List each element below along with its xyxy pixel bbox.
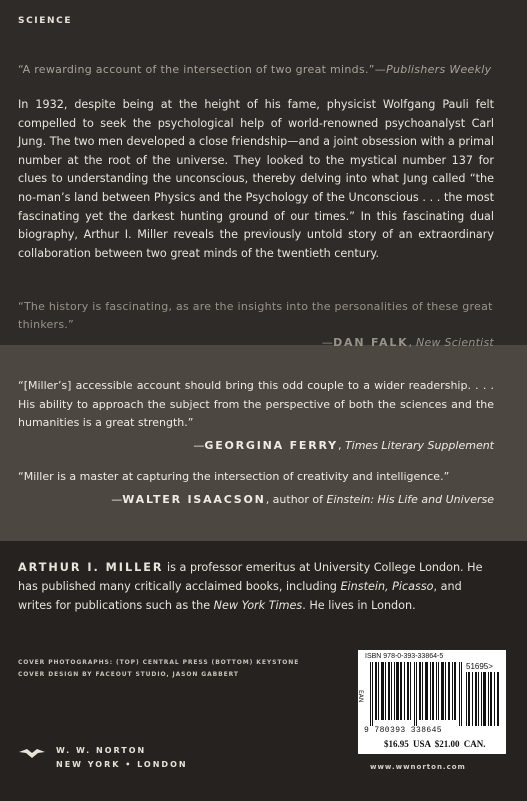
isbn-label: ISBN 978-0-393-33864-5	[365, 653, 444, 660]
separator: ,	[337, 438, 345, 452]
design-credit: COVER DESIGN BY FACEOUT STUDIO, JASON GABBERT	[18, 671, 239, 678]
author-role: , author of	[265, 492, 327, 506]
publisher-line-1: W. W. NORTON	[56, 746, 147, 755]
quote-text: “The history is fascinating, as are the insights into the personalities of these great thinkers.”	[18, 300, 493, 331]
quote-source: Einstein: His Life and Universe	[326, 492, 494, 506]
book-title: Einstein, Picasso	[340, 580, 434, 593]
publisher-name	[56, 744, 188, 772]
price-label: $16.95 USA $21.00 CAN.	[384, 739, 486, 749]
seagull-logo-icon	[18, 746, 46, 762]
ean-label: EAN	[357, 690, 364, 703]
book-description: In 1932, despite being at the height of his fame, physicist Wolfgang Pauli felt compelled to seek the psychological help of world-renowned psychoanalyst Carl Jung. The two men developed a close friendship—and a joint obsession with a primal number at the root of the universe. They looked to the mystical number 137 for clues to understanding the unconscious, thereby delving into what Jung called “the no-man’s land between Physics and the Psychology of the Unconscious . . . the most fascinating yet the darkest hunting ground of our times.” In this fascinating dual biography, Arthur I. Miller reveals the previously untold story of an extraordinary collaboration between two great minds of the twentieth century.	[18, 98, 494, 260]
separator: ,	[408, 336, 417, 349]
price-code: 51695>	[466, 662, 493, 671]
quote-text: “[Miller’s] accessible account should bring this odd couple to a wider readership. . . . His ability to approach the subject from the perspective of both the sciences and the humanities is a great strength.”	[18, 379, 494, 429]
addon-barcode	[466, 672, 500, 726]
publishers-weekly-quote	[18, 63, 498, 76]
quote-author: GEORGINA FERRY	[204, 438, 338, 452]
bio-text: , and writes for publications such as the	[18, 580, 462, 612]
category-label: SCIENCE	[18, 16, 73, 26]
photo-credit: COVER PHOTOGRAPHS: (TOP) CENTRAL PRESS (BOTTOM) KEYSTONE	[18, 659, 300, 666]
author-name: ARTHUR I. MILLER	[18, 561, 164, 574]
barcode-block	[358, 650, 506, 754]
quote-source: Times Literary Supplement	[344, 438, 494, 452]
ean-barcode	[370, 662, 462, 726]
quote-attribution	[18, 437, 494, 456]
cover-credits	[18, 657, 338, 681]
quote-attribution	[18, 491, 494, 510]
quote-source: New Scientist	[416, 336, 494, 349]
ferry-quote	[18, 377, 494, 455]
quote-text: “Miller is a master at capturing the intersection of creativity and intelligence.”	[18, 470, 450, 483]
quote-author: DAN FALK	[333, 336, 409, 349]
author-bio	[18, 558, 494, 615]
quote-author: WALTER ISAACSON	[122, 492, 266, 506]
dash: —	[193, 438, 205, 452]
dash: —	[321, 336, 334, 349]
quote-source: Publishers Weekly	[386, 63, 492, 76]
barcode-number: 9 780393 338645	[364, 726, 443, 735]
publisher-line-2: NEW YORK • LONDON	[56, 760, 188, 769]
dash: —	[111, 492, 123, 506]
bio-text: is a professor emeritus at University College London. He has published many critically acclaimed books, including	[18, 561, 483, 593]
quote-attribution	[18, 334, 494, 352]
bio-text: . He lives in London.	[302, 599, 416, 612]
publication-title: New York Times	[213, 599, 303, 612]
isaacson-quote	[18, 468, 494, 509]
publisher-website: www.wwnorton.com	[370, 763, 466, 771]
falk-quote	[18, 298, 494, 352]
quote-text: “A rewarding account of the intersection of two great minds.”—	[18, 63, 387, 76]
publisher-block	[18, 744, 188, 774]
